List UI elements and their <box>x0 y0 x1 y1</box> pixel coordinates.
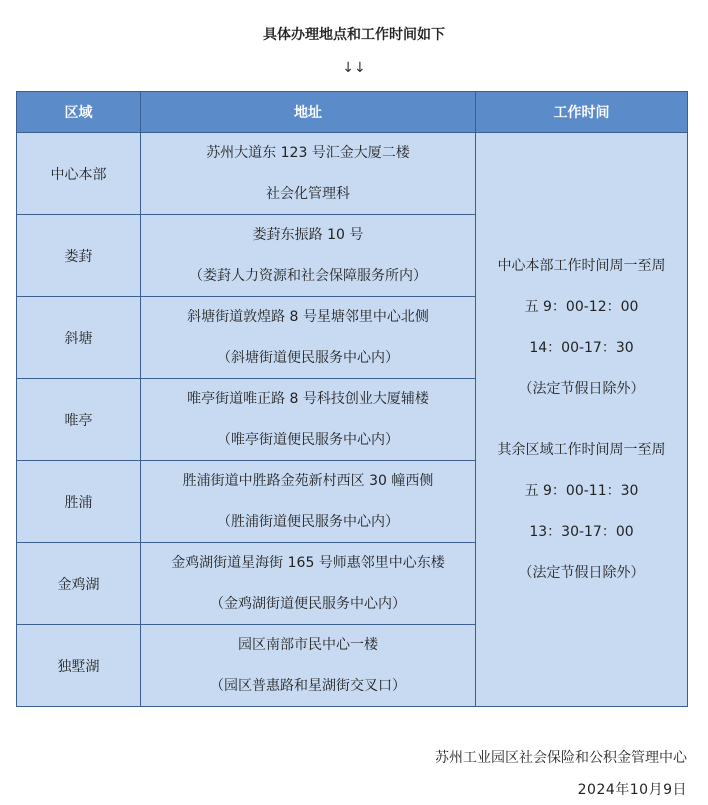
address-cell <box>141 543 476 625</box>
address-cell <box>141 379 476 461</box>
address-line: 胜浦街道中胜路金苑新村西区 30 幢西侧 <box>182 473 434 489</box>
address-note: （园区普惠路和星湖街交叉口） <box>210 678 406 694</box>
address-cell <box>141 133 476 215</box>
region-cell: 唯亭 <box>17 379 141 461</box>
region-cell: 独墅湖 <box>17 625 141 707</box>
address-note: （唯亭街道便民服务中心内） <box>217 432 399 448</box>
hours-line: 五 9：00-12：00 <box>524 299 639 315</box>
address-note: （斜塘街道便民服务中心内） <box>217 350 399 366</box>
address-cell <box>141 215 476 297</box>
address-cell <box>141 625 476 707</box>
address-note: 社会化管理科 <box>266 186 350 202</box>
address-note: （娄葑人力资源和社会保障服务所内） <box>189 268 427 284</box>
down-arrows-icon: ↓↓ <box>342 60 366 76</box>
hours-spacer <box>482 399 681 440</box>
address-line: 唯亭街道唯正路 8 号科技创业大厦辅楼 <box>187 391 429 407</box>
address-cell <box>141 461 476 543</box>
hours-line: 五 9：00-11：30 <box>524 483 639 499</box>
address-cell <box>141 297 476 379</box>
header-hours: 工作时间 <box>476 92 688 133</box>
address-line: 娄葑东振路 10 号 <box>252 227 364 243</box>
region-cell: 中心本部 <box>17 133 141 215</box>
hours-line: 中心本部工作时间周一至周 <box>497 258 666 274</box>
hours-line: （法定节假日除外） <box>518 381 645 397</box>
address-line: 斜塘街道敦煌路 8 号星塘邻里中心北侧 <box>187 309 429 325</box>
hours-line: 其余区域工作时间周一至周 <box>497 442 666 458</box>
page-title: 具体办理地点和工作时间如下 <box>263 27 445 43</box>
footer-date: 2024年10月9日 <box>577 782 687 798</box>
region-cell: 金鸡湖 <box>17 543 141 625</box>
footer-organization: 苏州工业园区社会保险和公积金管理中心 <box>435 750 687 766</box>
office-hours-table <box>16 91 688 707</box>
hours-cell <box>476 133 688 707</box>
hours-line: 13：30-17：00 <box>529 524 634 540</box>
table-header-row <box>17 92 688 133</box>
header-address: 地址 <box>141 92 476 133</box>
address-note: （金鸡湖街道便民服务中心内） <box>210 596 406 612</box>
region-cell: 胜浦 <box>17 461 141 543</box>
region-cell: 娄葑 <box>17 215 141 297</box>
header-region: 区域 <box>17 92 141 133</box>
address-note: （胜浦街道便民服务中心内） <box>217 514 399 530</box>
table-row <box>17 133 688 215</box>
address-line: 苏州大道东 123 号汇金大厦二楼 <box>206 145 410 161</box>
hours-line: 14：00-17：30 <box>529 340 634 356</box>
address-line: 金鸡湖街道星海街 165 号师惠邻里中心东楼 <box>171 555 445 571</box>
region-cell: 斜塘 <box>17 297 141 379</box>
hours-line: （法定节假日除外） <box>518 565 645 581</box>
address-line: 园区南部市民中心一楼 <box>238 637 378 653</box>
